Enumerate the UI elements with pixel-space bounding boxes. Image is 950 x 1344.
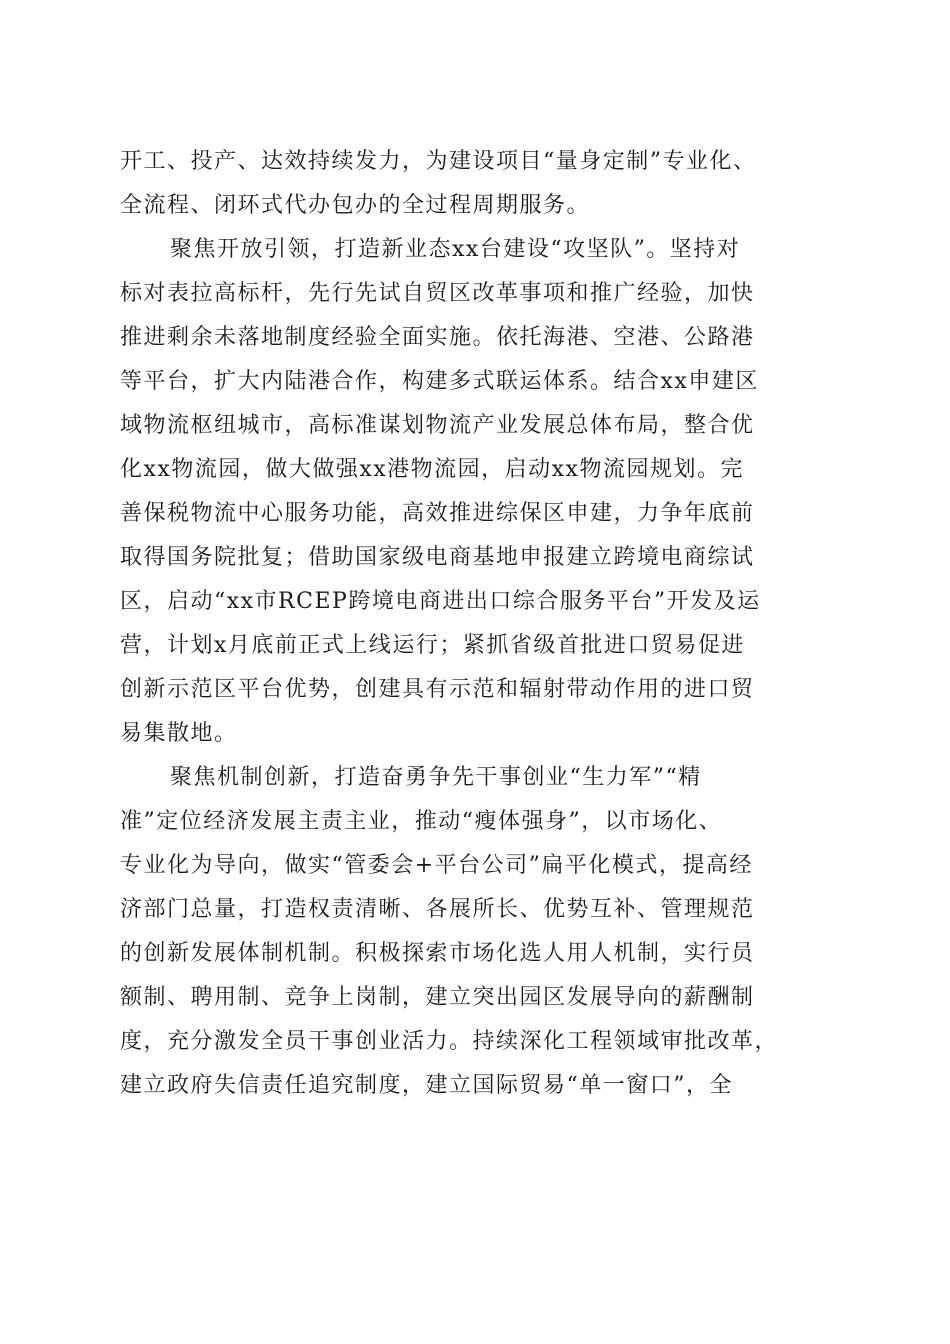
text-line: 取得国务院批复；借助国家级电商基地申报建立跨境电商综试 (120, 545, 755, 570)
text-line: 济部门总量，打造权责清晰、各展所长、优势互补、管理规范 (120, 897, 755, 922)
body-text (120, 140, 840, 1108)
text-line: 区，启动“xx市RCEP跨境电商进出口综合服务平台”开发及运 (120, 589, 761, 614)
text-line: 易集散地。 (120, 721, 238, 746)
text-line: 全流程、闭环式代办包办的全过程周期服务。 (120, 193, 591, 218)
text-line: 标对表拉高标杆，先行先试自贸区改革事项和推广经验，加快 (120, 281, 755, 306)
text-line: 创新示范区平台优势，创建具有示范和辐射带动作用的进口贸 (120, 677, 755, 702)
text-line: 建立政府失信责任追究制度，建立国际贸易“单一窗口”，全 (120, 1073, 733, 1098)
text-line: 善保税物流中心服务功能，高效推进综保区申建，力争年底前 (120, 501, 755, 526)
text-line: 开工、投产、达效持续发力，为建设项目“量身定制”专业化、 (120, 149, 757, 174)
text-line: 等平台，扩大内陆港合作，构建多式联运体系。结合xx申建区 (120, 369, 759, 394)
text-line: 额制、聘用制、竞争上岗制，建立突出园区发展导向的薪酬制 (120, 985, 755, 1010)
text-line: 化xx物流园，做大做强xx港物流园，启动xx物流园规划。完 (120, 457, 744, 482)
text-line: 营，计划x月底前正式上线运行；紧抓省级首批进口贸易促进 (120, 633, 745, 658)
text-line: 专业化为导向，做实“管委会+平台公司”扁平化模式，提高经 (120, 853, 753, 878)
paragraph-start-line: 聚焦机制创新，打造奋勇争先干事创业“生力军”“精 (170, 765, 702, 790)
text-line: 准”定位经济发展主责主业，推动“瘦体强身”，以市场化、 (120, 809, 723, 834)
text-line: 推进剩余未落地制度经验全面实施。依托海港、空港、公路港 (120, 325, 755, 350)
text-line: 的创新发展体制机制。积极探索市场化选人用人机制，实行员 (120, 941, 755, 966)
text-line: 度，充分激发全员干事创业活力。持续深化工程领域审批改革， (120, 1029, 779, 1054)
paragraph-start-line: 聚焦开放引领，打造新业态xx台建设“攻坚队”。坚持对 (170, 237, 741, 262)
text-line: 域物流枢纽城市，高标准谋划物流产业发展总体布局，整合优 (120, 413, 755, 438)
